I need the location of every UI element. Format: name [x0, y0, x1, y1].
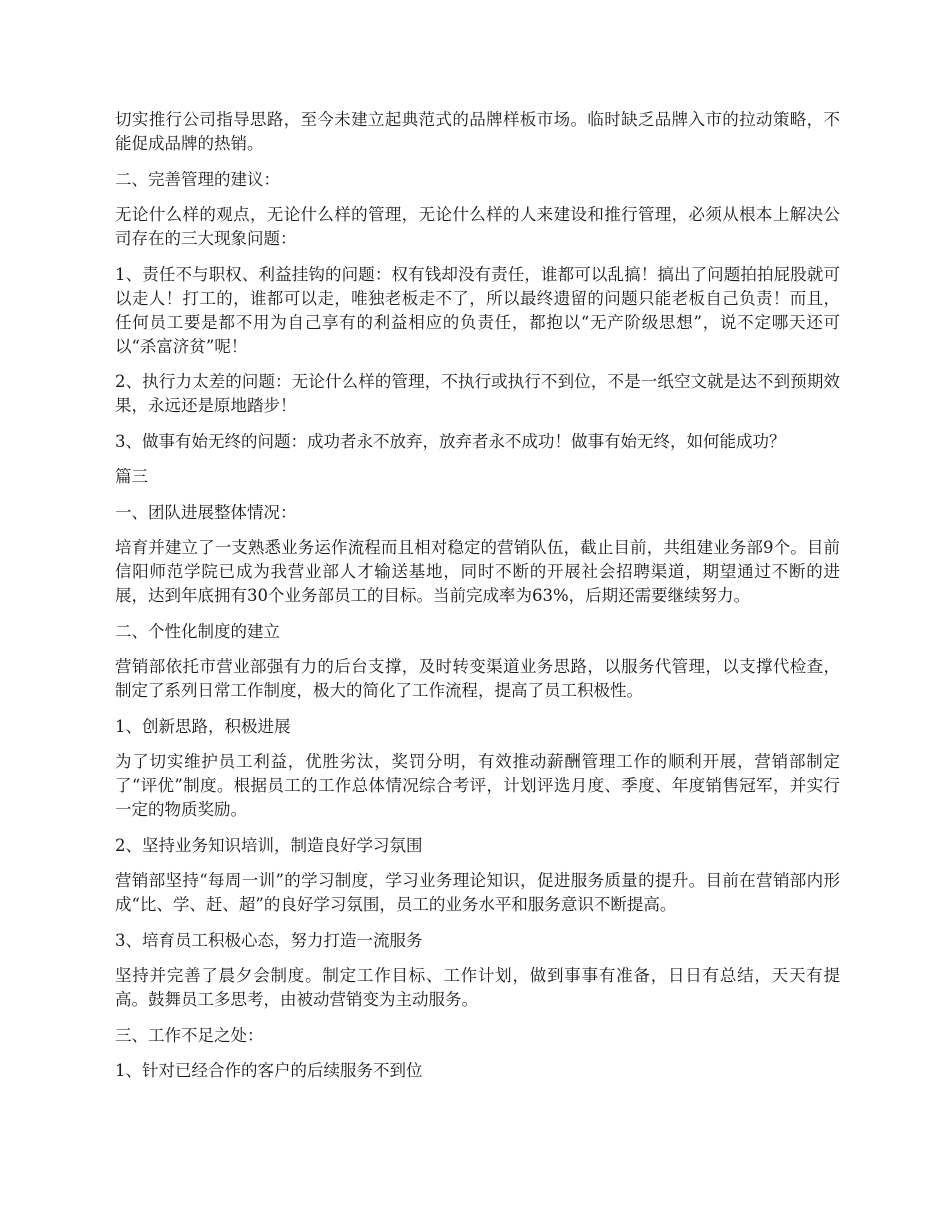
paragraph-innovation: 为了切实维护员工利益，优胜劣汰，奖罚分明，有效推动薪酬管理工作的顺利开展，营销部制定了“评优”制度。根据员工的工作总体情况综合考评，计划评选月度、季度、年度销售冠军，并实行一定的物质奖励。 — [115, 752, 840, 819]
heading-training: 2、坚持业务知识培训，制造良好学习氛围 — [115, 835, 423, 855]
document-body — [115, 108, 840, 1095]
paragraph-system-building: 营销部依托市营业部强有力的后台支撑，及时转变渠道业务思路，以服务代管理，以支撑代检查，制定了系列日常工作制度，极大的简化了工作流程，提高了员工积极性。 — [115, 657, 840, 700]
paragraph-training: 营销部坚持“每周一训”的学习制度，学习业务理论知识，促进服务质量的提升。目前在营销部内形成“比、学、赶、超”的良好学习氛围，员工的业务水平和服务意识不断提高。 — [115, 871, 840, 914]
heading-system-building: 二、个性化制度的建立 — [115, 621, 280, 641]
paragraph-attitude: 坚持并完善了晨夕会制度。制定工作目标、工作计划，做到事事有准备，日日有总结，天天有提高。鼓舞员工多思考，由被动营销变为主动服务。 — [115, 966, 840, 1009]
paragraph-problem-2: 2、执行力太差的问题：无论什么样的管理，不执行或执行不到位，不是一纸空文就是达不到预期效果，永远还是原地踏步！ — [115, 372, 840, 415]
heading-innovation: 1、创新思路，积极进展 — [115, 716, 291, 736]
heading-attitude: 3、培育员工积极心态，努力打造一流服务 — [115, 930, 423, 950]
heading-team-progress: 一、团队进展整体情况： — [115, 502, 297, 522]
heading-management-suggestions: 二、完善管理的建议： — [115, 169, 280, 189]
paragraph-problem-1: 1、责任不与职权、利益挂钩的问题：权有钱却没有责任，谁都可以乱搞！搞出了问题拍拍屁股就可以走人！打工的，谁都可以走，唯独老板走不了，所以最终遗留的问题只能老板自己负责！而且，任何员工要是都不用为自己享有的利益相应的负责任，都抱以“无产阶级思想”，说不定哪天还可以“杀富济贫”呢！ — [115, 264, 840, 356]
paragraph-problem-3: 3、做事有始无终的问题：成功者永不放弃，放弃者永不成功！做事有始无终，如何能成功？ — [115, 431, 786, 451]
paragraph-team-progress: 培育并建立了一支熟悉业务运作流程而且相对稳定的营销队伍，截止目前，共组建业务部9个。目前信阳师范学院已成为我营业部人才输送基地，同时不断的开展社会招聘渠道，期望通过不断的进展，达到年底拥有30个业务部员工的目标。当前完成率为63%，后期还需要继续努力。 — [115, 538, 840, 605]
paragraph-brand-strategy: 切实推行公司指导思路，至今未建立起典范式的品牌样板市场。临时缺乏品牌入市的拉动策略，不能促成品牌的热销。 — [115, 110, 840, 153]
paragraph-three-problems-intro: 无论什么样的观点，无论什么样的管理，无论什么样的人来建设和推行管理，必须从根本上解决公司存在的三大现象问题： — [115, 205, 840, 248]
heading-part-three: 篇三 — [115, 467, 148, 486]
paragraph-shortcoming-1: 1、针对已经合作的客户的后续服务不到位 — [115, 1061, 423, 1080]
heading-shortcomings: 三、工作不足之处： — [115, 1025, 264, 1045]
